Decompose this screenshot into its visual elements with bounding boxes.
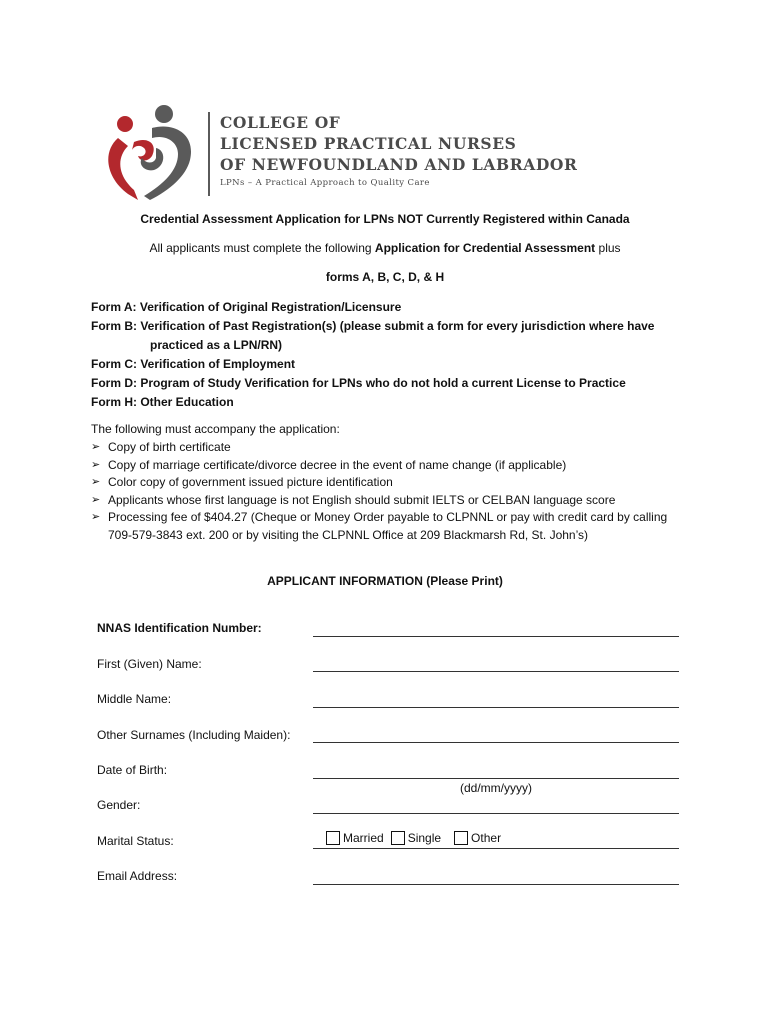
married-checkbox[interactable] (326, 831, 340, 845)
logo-line-1: COLLEGE OF (220, 113, 341, 132)
accompany-intro: The following must accompany the application: (91, 422, 340, 436)
accompany-list (91, 439, 681, 544)
accompany-section (91, 420, 681, 544)
intro-text (0, 241, 770, 255)
intro-suffix: plus (595, 241, 621, 255)
applicant-info-heading: APPLICANT INFORMATION (Please Print) (267, 574, 503, 588)
married-label: Married (343, 831, 384, 845)
marital-status-options (326, 831, 506, 845)
dob-label: Date of Birth: (97, 763, 168, 777)
dob-field[interactable] (313, 778, 679, 779)
single-option[interactable] (391, 831, 441, 845)
email-label: Email Address: (97, 869, 178, 883)
arrow-bullet-icon: ➢ (91, 511, 101, 523)
list-item-text: Processing fee of $404.27 (Cheque or Money Order payable to CLPNNL or pay with credit card by calling 709-579-3843 ext. 200 or by visiting the CLPNNL Office at 209 Blackmarsh Rd, St. John’s) (108, 510, 668, 542)
single-label: Single (407, 831, 442, 845)
forms-list (91, 298, 691, 412)
gender-label: Gender: (97, 798, 141, 812)
intro-prefix: All applicants must complete the following (149, 241, 375, 255)
logo-text (220, 112, 600, 188)
first-name-label: First (Given) Name: (97, 657, 202, 671)
arrow-bullet-icon: ➢ (91, 493, 101, 506)
forms-required-line: forms A, B, C, D, & H (325, 270, 445, 284)
arrow-bullet-icon: ➢ (91, 441, 101, 453)
other-surnames-label: Other Surnames (Including Maiden): (97, 728, 291, 742)
first-name-field[interactable] (313, 671, 679, 672)
list-item-text: Applicants whose first language is not English should submit IELTS or CELBAN language score (108, 492, 616, 507)
single-checkbox[interactable] (391, 831, 405, 845)
form-b-continued: practiced as a LPN/RN) (150, 338, 283, 352)
logo-tagline: LPNs – A Practical Approach to Quality Care (220, 178, 430, 188)
form-d: Form D: Program of Study Verification for LPNs who do not hold a current License to Practice (91, 376, 626, 390)
form-a: Form A: Verification of Original Registration/Licensure (91, 300, 402, 314)
list-item-text: Copy of birth certificate (108, 440, 231, 454)
form-b: Form B: Verification of Past Registration(s) (please submit a form for every jurisdiction where have (91, 319, 655, 333)
other-option[interactable] (454, 831, 501, 845)
clpnnl-logo (104, 104, 594, 204)
other-label: Other (471, 831, 502, 845)
list-item (91, 474, 681, 492)
list-item-text: Color copy of government issued picture identification (108, 475, 393, 489)
logo-line-3: OF NEWFOUNDLAND AND LABRADOR (220, 155, 578, 174)
list-item (91, 509, 681, 544)
arrow-bullet-icon: ➢ (91, 458, 101, 471)
other-checkbox[interactable] (454, 831, 468, 845)
dob-format-hint: (dd/mm/yyyy) (460, 781, 532, 795)
nnas-label: NNAS Identification Number: (97, 621, 262, 635)
marital-status-line (313, 848, 679, 849)
married-option[interactable] (326, 831, 384, 845)
marital-status-label: Marital Status: (97, 834, 174, 848)
arrow-bullet-icon: ➢ (91, 476, 101, 488)
nnas-field[interactable] (313, 636, 679, 637)
logo-mark-icon (104, 104, 200, 202)
list-item (91, 439, 681, 457)
email-field[interactable] (313, 884, 679, 885)
document-title: Credential Assessment Application for LPNs NOT Currently Registered within Canada (140, 212, 630, 226)
intro-bold: Application for Credential Assessment (374, 241, 596, 255)
list-item-text: Copy of marriage certificate/divorce decree in the event of name change (if applicable) (108, 457, 567, 472)
logo-line-2: LICENSED PRACTICAL NURSES (220, 134, 517, 153)
middle-name-label: Middle Name: (97, 692, 172, 706)
logo-divider (208, 112, 210, 196)
list-item (91, 457, 681, 475)
other-surnames-field[interactable] (313, 742, 679, 743)
list-item (91, 492, 681, 510)
gender-field[interactable] (313, 813, 679, 814)
form-h: Form H: Other Education (91, 395, 234, 409)
middle-name-field[interactable] (313, 707, 679, 708)
form-c: Form C: Verification of Employment (91, 357, 296, 371)
